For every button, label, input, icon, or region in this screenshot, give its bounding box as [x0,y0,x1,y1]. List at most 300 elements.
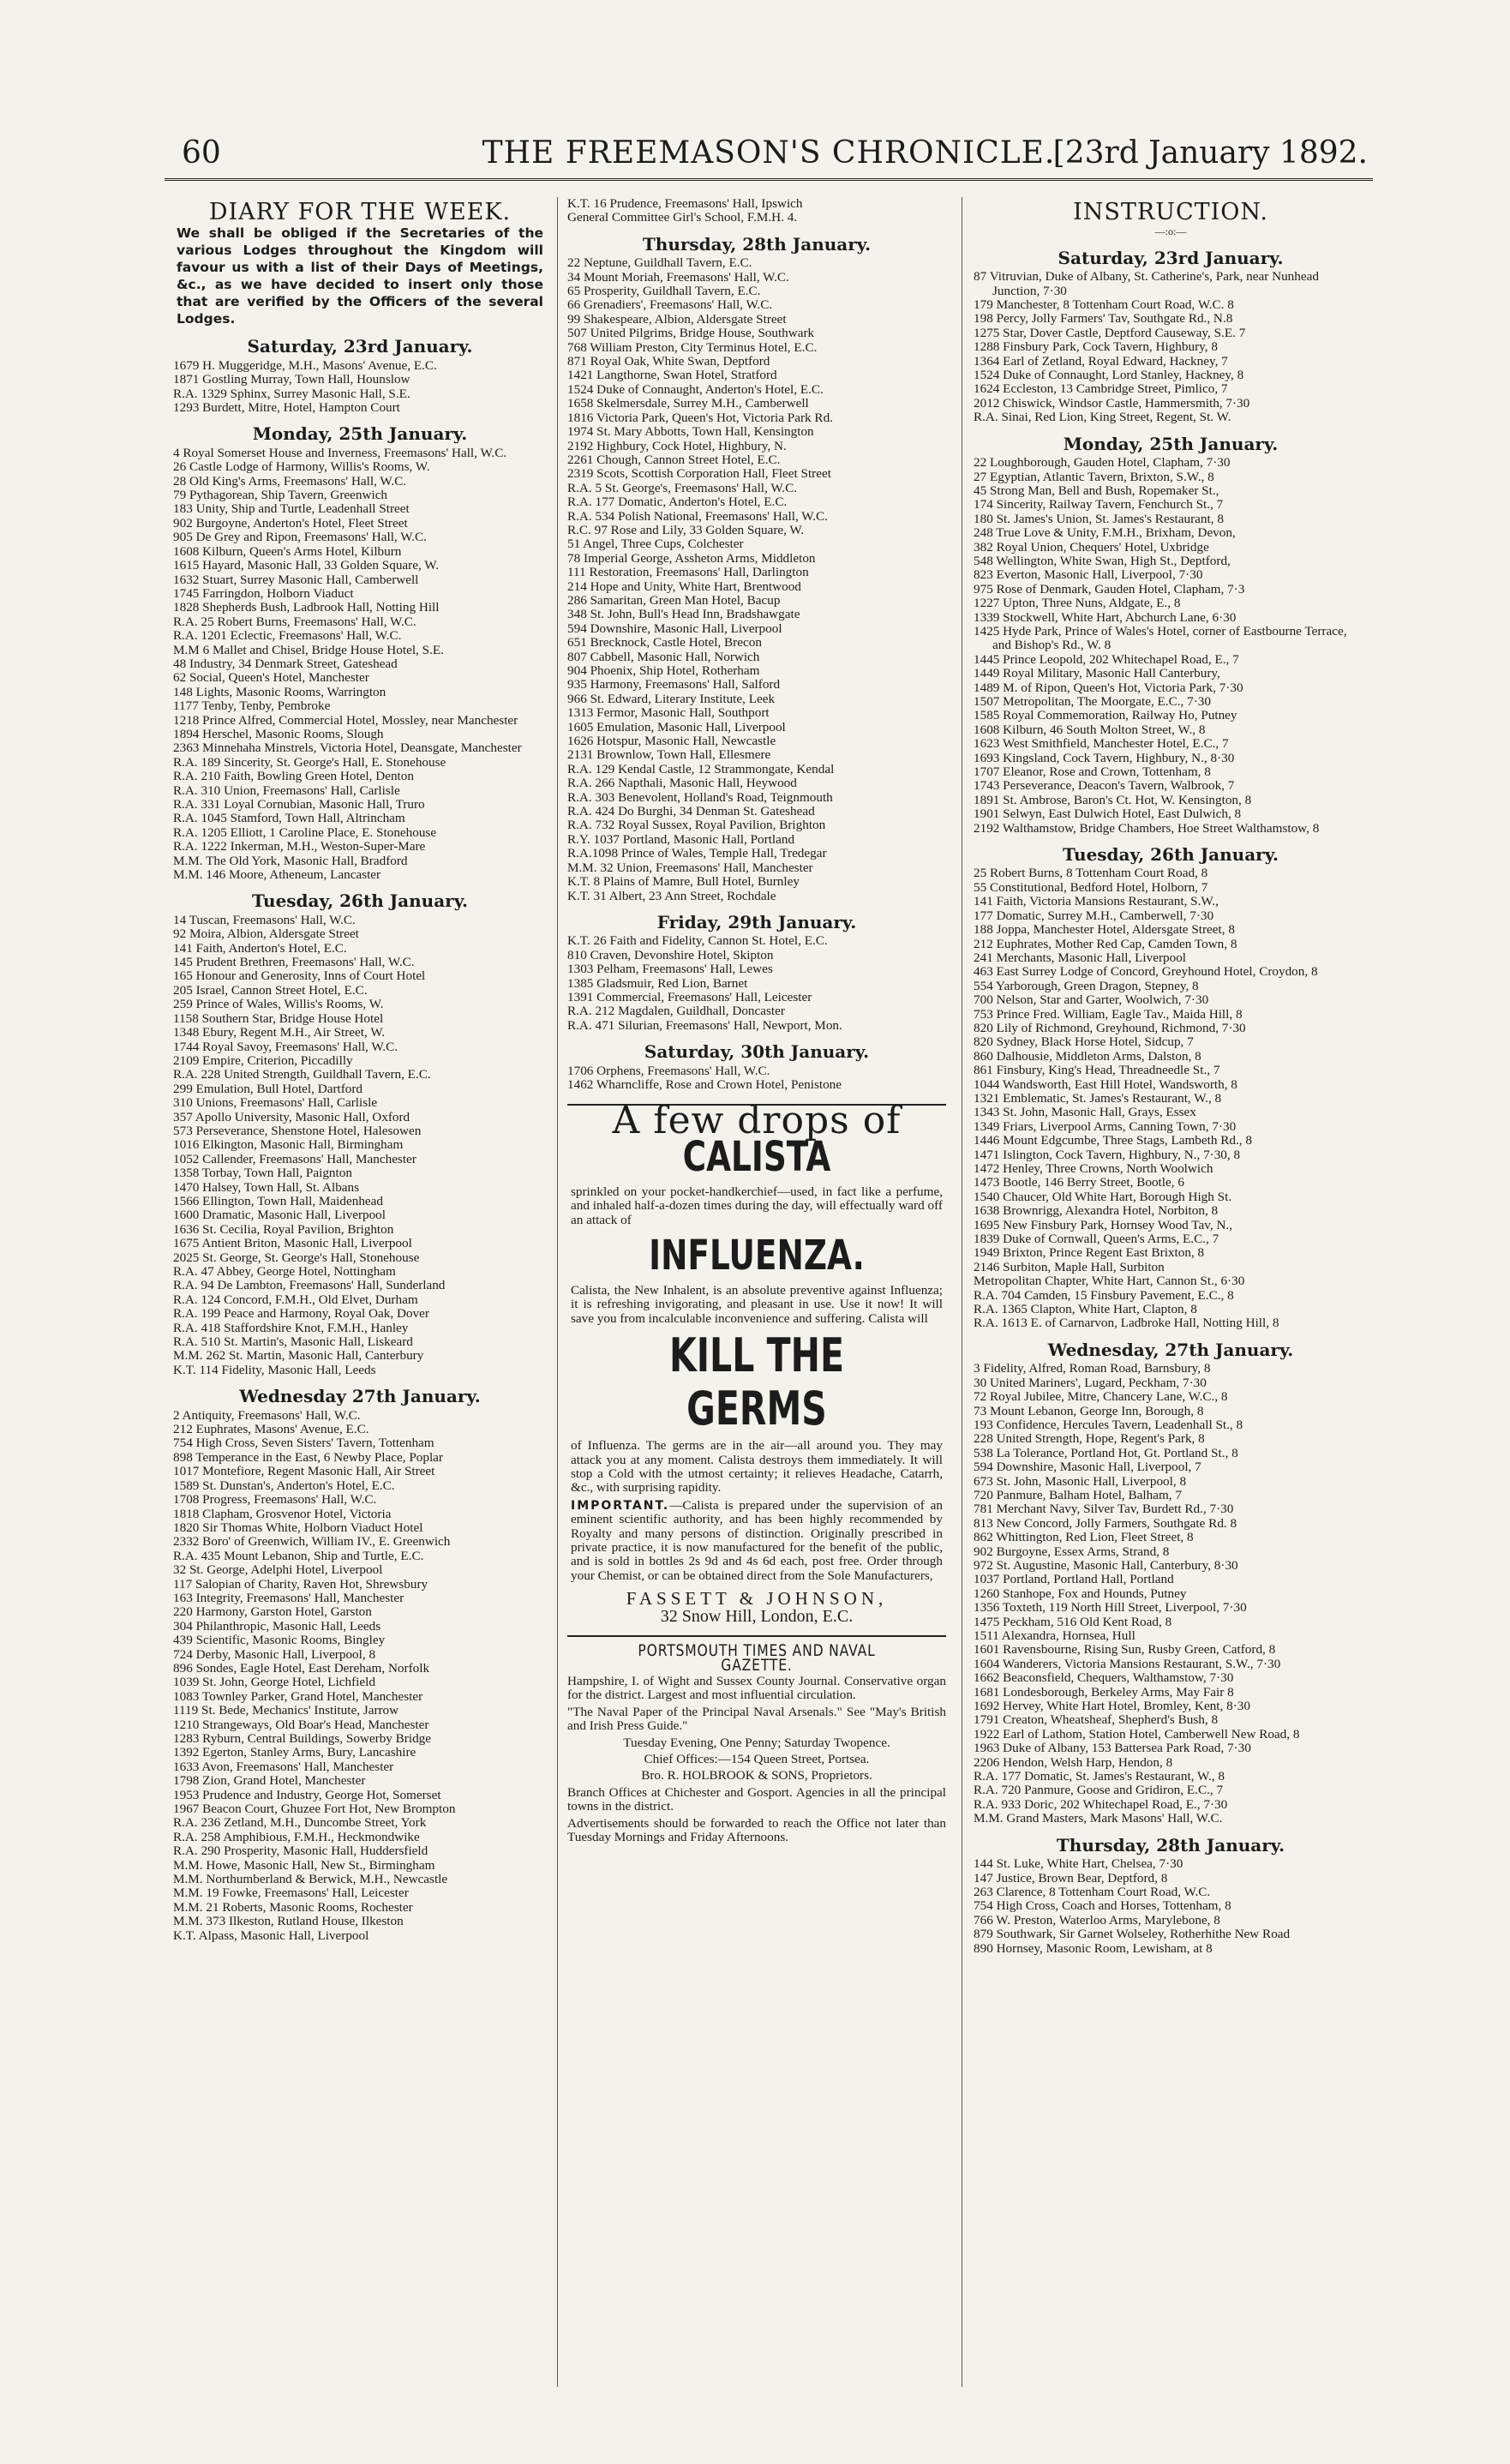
list-item: 1275 Star, Dover Castle, Deptford Causeway, S.E. 7 [974,325,1246,340]
list-item: 507 United Pilgrims, Bridge House, Southwark [567,326,815,341]
list-item: 1623 West Smithfield, Manchester Hotel, E.C., 7 [974,736,1229,752]
list-item: R.A. 47 Abbey, George Hotel, Nottingham [173,1264,396,1279]
list-item: 1633 Avon, Freemasons' Hall, Manchester [173,1759,394,1774]
list-item: 99 Shakespeare, Albion, Aldersgate Street [567,311,787,327]
list-item: 1608 Kilburn, Queen's Arms Hotel, Kilburn [173,543,402,559]
list-item: 1037 Portland, Portland Hall, Portland [974,1572,1174,1587]
list-item: 2261 Chough, Cannon Street Hotel, E.C. [567,452,781,467]
list-item: 1293 Burdett, Mitre, Hotel, Hampton Court [173,400,400,416]
list-item: 2332 Boro' of Greenwich, William IV., E. Greenwich [173,1534,451,1550]
list-item: 439 Scientific, Masonic Rooms, Bingley [173,1633,386,1648]
list-item: 1343 St. John, Masonic Hall, Grays, Essex [974,1105,1196,1120]
list-item: 700 Nelson, Star and Garter, Woolwich, 7·30 [974,992,1209,1008]
day-heading: Saturday, 23rd January. [1058,247,1284,268]
list-item: 871 Royal Oak, White Swan, Deptford [567,354,770,369]
list-item: 1706 Orphens, Freemasons' Hall, W.C. [567,1063,770,1078]
list-item: R.A. 199 Peace and Harmony, Royal Oak, Dover [173,1306,429,1322]
list-item: 1626 Hotspur, Masonic Hall, Newcastle [567,734,776,749]
list-item: M.M. Grand Masters, Mark Masons' Hall, W.C. [974,1811,1223,1826]
list-item: 241 Merchants, Masonic Hall, Liverpool [974,950,1187,965]
list-item: R.A. 1613 E. of Carnarvon, Ladbroke Hall, Notting Hill, 8 [974,1316,1279,1331]
list-item: 1511 Alexandra, Hornsea, Hull [974,1628,1135,1643]
list-item: 902 Burgoyne, Essex Arms, Strand, 8 [974,1544,1170,1559]
list-item: 3 Fidelity, Alfred, Roman Road, Barnsbury, 8 [974,1361,1211,1376]
list-item: 228 United Strength, Hope, Regent's Park, 8 [974,1431,1205,1447]
list-item: 1303 Pelham, Freemasons' Hall, Lewes [567,962,773,977]
list-item: 28 Old King's Arms, Freemasons' Hall, W.C. [173,473,407,489]
list-item: 1540 Chaucer, Old White Hart, Borough High St. [974,1189,1232,1204]
list-item: 1791 Creaton, Wheatsheaf, Shepherd's Bush, 8 [974,1712,1219,1728]
list-item: 65 Prosperity, Guildhall Tavern, E.C. [567,284,761,299]
list-item: 188 Joppa, Manchester Hotel, Aldersgate Street, 8 [974,922,1235,938]
list-item: 2109 Empire, Criterion, Piccadilly [173,1052,353,1068]
list-item: 214 Hope and Unity, White Hart, Brentwood [567,579,801,594]
ad-address: 32 Snow Hill, London, E.C. [660,1606,854,1626]
carryover-list [567,197,946,225]
list-item: 148 Lights, Masonic Rooms, Warrington [173,684,386,699]
list-item: 1119 St. Bede, Mechanics' Institute, Jarrow [173,1703,399,1718]
list-item: 1675 Antient Briton, Masonic Hall, Liverpool [173,1236,412,1251]
list-item: R.A. 471 Silurian, Freemasons' Hall, Newport, Mon. [567,1017,842,1033]
page-header [165,129,1373,181]
newspaper-page [165,129,1373,2391]
list-item: R.A. Sinai, Red Lion, King Street, Regent, St. W. [974,410,1231,425]
column-middle [567,197,946,2387]
day-heading: Tuesday, 26th January. [251,890,468,912]
list-item: 1039 St. John, George Hotel, Lichfield [173,1675,375,1690]
list-item: R.A. 303 Benevolent, Holland's Road, Teignmouth [567,789,833,805]
lodge-list [173,1409,547,1943]
important-label: IMPORTANT. [571,1498,670,1513]
list-item: 548 Wellington, White Swan, High St., Deptford, [974,553,1231,568]
list-item: 1662 Beaconsfield, Chequers, Walthamstow, 7·30 [974,1670,1234,1686]
list-item: R.C. 97 Rose and Lily, 33 Golden Square, W. [567,522,805,537]
list-item: 1745 Farringdon, Holborn Viaduct [173,585,354,601]
list-item: 1679 H. Muggeridge, M.H., Masons' Avenue, E.C. [173,357,437,373]
lodge-list [974,456,1368,836]
calista-advertisement [567,1099,946,1637]
list-item: 1283 Ryburn, Central Buildings, Sowerby Bridge [173,1731,432,1746]
diary-heading: DIARY FOR THE WEEK. [208,199,512,225]
list-item: 879 Southwark, Sir Garnet Wolseley, Rotherhithe New Road [974,1927,1291,1942]
list-item: 22 Loughborough, Gauden Hotel, Clapham, 7·30 [974,455,1231,471]
list-item: 1638 Brownrigg, Alexandra Hotel, Norbiton, 8 [974,1203,1219,1219]
list-item: R.A. 732 Royal Sussex, Royal Pavilion, Brighton [567,818,826,833]
list-item: Metropolitan Chapter, White Hart, Cannon St., 6·30 [974,1274,1245,1289]
list-item: 179 Manchester, 8 Tottenham Court Road, W.C. 8 [974,297,1234,313]
lodge-list [173,447,547,883]
list-item: 220 Harmony, Garston Hotel, Garston [173,1604,372,1620]
list-item: 51 Angel, Three Cups, Colchester [567,537,744,552]
list-item: 1391 Commercial, Freemasons' Hall, Leicester [567,989,812,1004]
list-item: 1044 Wandsworth, East Hill Hotel, Wandsworth, 8 [974,1076,1237,1092]
list-item: 1818 Clapham, Grosvenor Hotel, Victoria [173,1506,392,1521]
lodge-list [974,1857,1368,1956]
page-number: 60 [182,135,221,171]
day-heading: Tuesday, 26th January. [1062,844,1279,866]
lodge-list [974,270,1368,424]
list-item: 1392 Egerton, Stanley Arms, Bury, Lancashire [173,1745,416,1760]
list-item: R.A. 720 Panmure, Goose and Gridiron, E.C., 7 [974,1783,1224,1798]
list-item: 1839 Duke of Cornwall, Queen's Arms, E.C., 7 [974,1232,1219,1247]
list-item: 263 Clarence, 8 Tottenham Court Road, W.C. [974,1884,1211,1899]
list-item: 573 Perseverance, Shenstone Hotel, Halesowen [173,1123,422,1138]
list-item: 25 Robert Burns, 8 Tottenham Court Road, 8 [974,866,1208,881]
publication-title: THE FREEMASON'S CHRONICLE. [482,135,1056,171]
list-item: M.M. 19 Fowke, Freemasons' Hall, Leicester [173,1885,409,1901]
list-item: 4 Royal Somerset House and Inverness, Freemasons' Hall, W.C. [173,445,507,460]
list-item: 2192 Highbury, Cock Hotel, Highbury, N. [567,438,787,453]
list-item: 820 Sydney, Black Horse Hotel, Sidcup, 7 [974,1034,1194,1050]
list-item: 382 Royal Union, Chequers' Hotel, Uxbridge [974,539,1209,555]
list-item: R.A. 189 Sincerity, St. George's Hall, E. Stonehouse [173,754,446,770]
lodge-list [173,914,547,1377]
list-item: 183 Unity, Ship and Turtle, Leadenhall Street [173,501,410,517]
ad2-line: Advertisements should be forwarded to reach the Office not later than Tuesday Mornings and Friday Afternoons. [567,1815,946,1844]
ad2-line: Tuesday Evening, One Penny; Saturday Twopence. [623,1735,890,1750]
list-item: 753 Prince Fred. William, Eagle Tav., Maida Hill, 8 [974,1006,1243,1022]
list-item: 310 Unions, Freemasons' Hall, Carlisle [173,1095,378,1111]
list-item: 212 Euphrates, Masons' Avenue, E.C. [173,1422,369,1437]
list-item: 1636 St. Cecilia, Royal Pavilion, Brighton [173,1221,394,1237]
list-item: 1489 M. of Ripon, Queen's Hot, Victoria Park, 7·30 [974,680,1243,695]
list-item: 1358 Torbay, Town Hall, Paignton [173,1166,352,1181]
list-item: 1566 Ellington, Town Hall, Maidenhead [173,1193,383,1208]
list-item: R.A. 933 Doric, 202 Whitechapel Road, E., 7·30 [974,1796,1228,1812]
lodge-list [974,866,1368,1330]
list-item: 14 Tuscan, Freemasons' Hall, W.C. [173,912,356,927]
list-item: 898 Temperance in the East, 6 Newby Place, Poplar [173,1449,443,1465]
list-item: M.M. Northumberland & Berwick, M.H., Newcastle [173,1872,448,1887]
ad-paragraph: of Influenza. The germs are in the air—all around you. They may attack you at any moment. Calista destroys them immediately. It will stop a Cold with the utmost certainty; it relieves Headache, Catarrh, &c., with surprising rapidity. [571,1438,943,1496]
list-item: R.A. 331 Loyal Cornubian, Masonic Hall, Truro [173,797,425,812]
list-item: 1473 Bootle, 146 Berry Street, Bootle, 6 [974,1175,1184,1190]
list-item: 975 Rose of Denmark, Gauden Hotel, Clapham, 7·3 [974,581,1245,597]
list-item: 48 Industry, 34 Denmark Street, Gateshead [173,656,398,671]
list-item: 1348 Ebury, Regent M.H., Air Street, W. [173,1025,386,1040]
list-item: 1210 Strangeways, Old Boar's Head, Manchester [173,1717,429,1732]
list-item: 1624 Eccleston, 13 Cambridge Street, Pimlico, 7 [974,381,1228,397]
day-heading: Thursday, 28th January. [1056,1834,1285,1855]
list-item: 1017 Montefiore, Regent Masonic Hall, Air Street [173,1464,435,1479]
list-item: 304 Philanthropic, Masonic Hall, Leeds [173,1618,381,1634]
list-item: 554 Yarborough, Green Dragon, Stepney, 8 [974,978,1199,993]
list-item: 1227 Upton, Three Nuns, Aldgate, E., 8 [974,596,1181,611]
list-item: 966 St. Edward, Literary Institute, Leek [567,691,776,706]
list-item: M.M 6 Mallet and Chisel, Bridge House Hotel, S.E. [173,642,444,657]
list-item: M.M. 32 Union, Freemasons' Hall, Manchester [567,860,813,875]
list-item: 163 Integrity, Freemasons' Hall, Manchester [173,1590,404,1605]
list-item: 823 Everton, Masonic Hall, Liverpool, 7·30 [974,567,1203,583]
list-item: M.M. 373 Ilkeston, Rutland House, Ilkeston [173,1914,404,1929]
list-item: R.A. 510 St. Martin's, Masonic Hall, Liskeard [173,1334,413,1350]
list-item: R.A. 1205 Elliott, 1 Caroline Place, E. Stonehouse [173,824,437,840]
list-item: 212 Euphrates, Mother Red Cap, Camden Town, 8 [974,936,1237,951]
list-item: 972 St. Augustine, Masonic Hall, Canterbury, 8·30 [974,1557,1238,1573]
list-item: 357 Apollo University, Masonic Hall, Oxford [173,1109,410,1124]
list-item: 1446 Mount Edgcumbe, Three Stags, Lambeth Rd., 8 [974,1133,1252,1148]
portsmouth-advertisement [567,1641,946,1844]
list-item: 1974 St. Mary Abbotts, Town Hall, Kensington [567,424,814,440]
list-item: 78 Imperial George, Assheton Arms, Middleton [567,550,816,566]
list-item: K.T. 114 Fidelity, Masonic Hall, Leeds [173,1362,376,1377]
list-item: 1891 St. Ambrose, Baron's Ct. Hot, W. Kensington, 8 [974,792,1252,807]
list-item: 26 Castle Lodge of Harmony, Willis's Rooms, W. [173,459,430,475]
list-item: 1798 Zion, Grand Hotel, Manchester [173,1773,366,1789]
list-item: 259 Prince of Wales, Willis's Rooms, W. [173,997,384,1012]
ad-paragraph: sprinkled on your pocket-handkerchief—used, in fact like a perfume, and inhaled half-a-dozen times during the day, will effectually ward off an attack of [571,1184,943,1227]
list-item: R.A. 210 Faith, Bowling Green Hotel, Denton [173,769,414,784]
list-item: 30 United Mariners', Lugard, Peckham, 7·30 [974,1375,1207,1390]
list-item: 2131 Brownlow, Town Hall, Ellesmere [567,747,771,763]
day-heading: Wednesday 27th January. [239,1386,481,1407]
list-item: 1658 Skelmersdale, Surrey M.H., Camberwell [567,396,809,411]
list-item: 2025 St. George, St. George's Hall, Stonehouse [173,1250,420,1265]
list-item: R.Y. 1037 Portland, Masonic Hall, Portland [567,831,795,847]
list-item: 147 Justice, Brown Bear, Deptford, 8 [974,1870,1168,1885]
issue-date: [23rd January 1892. [1052,135,1368,171]
list-item: 1507 Metropolitan, The Moorgate, E.C., 7·30 [974,694,1211,709]
list-item: 1963 Duke of Albany, 153 Battersea Park Road, 7·30 [974,1741,1251,1756]
list-item: M.M. 262 St. Martin, Masonic Hall, Canterbury [173,1348,424,1364]
list-item: 92 Moira, Albion, Aldersgate Street [173,926,359,942]
list-item: 1828 Shepherds Bush, Ladbrook Hall, Notting Hill [173,600,440,615]
list-item: R.A. 94 De Lambton, Freemasons' Hall, Sunderland [173,1278,446,1293]
list-item: R.A. 310 Union, Freemasons' Hall, Carlisle [173,782,400,798]
list-item: 1707 Eleanor, Rose and Crown, Tottenham, 8 [974,764,1211,780]
list-item: 2206 Hendon, Welsh Harp, Hendon, 8 [974,1754,1173,1770]
list-item: 1871 Gostling Murray, Town Hall, Hounslow [173,372,410,387]
list-item: 1449 Royal Military, Masonic Hall Canterbury, [974,666,1220,681]
list-item: 1608 Kilburn, 46 South Molton Street, W., 8 [974,722,1206,737]
ad2-line: "The Naval Paper of the Principal Naval Arsenals." See "May's British and Irish Press Guide." [567,1704,946,1734]
list-item: 111 Restoration, Freemasons' Hall, Darlington [567,565,809,580]
day-heading: Thursday, 28th January. [642,233,872,255]
list-item: 27 Egyptian, Atlantic Tavern, Brixton, S.W., 8 [974,469,1214,484]
list-item: 117 Salopian of Charity, Raven Hot, Shrewsbury [173,1576,428,1592]
list-item: 177 Domatic, Surrey M.H., Camberwell, 7·30 [974,908,1214,923]
list-item: R.A. 424 Do Burghi, 34 Denman St. Gateshead [567,804,815,819]
list-item: M.M. 146 Moore, Atheneum, Lancaster [173,867,381,883]
list-item: 1600 Dramatic, Masonic Hall, Liverpool [173,1208,386,1223]
ad2-line: Chief Offices:—154 Queen Street, Portsea. [644,1751,870,1766]
important-text: —Calista is prepared under the supervision of an eminent scientific authority, and has been highly recommended by Royalty and many persons of distinction. Originally prescribed in private practice, it is now manufactured for the benefit of the public, and is sold in bottles 2s 9d and 4s 6d each, post free. Order through your Chemist, or can be obtained direct from the Sole Manufacturers, [571,1497,943,1583]
list-item: 286 Samaritan, Green Man Hotel, Bacup [567,592,781,608]
list-item: 1445 Prince Leopold, 202 Whitechapel Road, E., 7 [974,651,1239,667]
list-item: 1816 Victoria Park, Queen's Hot, Victoria Park Rd. [567,410,833,425]
list-item: R.A. 236 Zetland, M.H., Duncombe Street, York [173,1815,427,1831]
list-item: 1604 Wanderers, Victoria Mansions Restaurant, S.W., 7·30 [974,1656,1281,1671]
list-item: R.A. 124 Concord, F.M.H., Old Elvet, Durham [173,1292,418,1307]
ad-slogan: KILL THE GERMS [668,1328,845,1436]
ad2-line: Bro. R. HOLBROOK & SONS, Proprietors. [641,1768,872,1784]
list-item: R.A. 435 Mount Lebanon, Ship and Turtle, E.C. [173,1548,424,1563]
list-item: 174 Sincerity, Railway Tavern, Fenchurch St., 7 [974,497,1224,513]
list-item: 1349 Friars, Liverpool Arms, Canning Town, 7·30 [974,1118,1237,1134]
list-item: 1218 Prince Alfred, Commercial Hotel, Mossley, near Manchester [173,712,518,728]
list-item: 862 Whittington, Red Lion, Fleet Street, 8 [974,1530,1194,1545]
ad-disease: INFLUENZA. [649,1232,865,1280]
list-item: 904 Phoenix, Ship Hotel, Rotherham [567,663,760,678]
column-rule [557,197,558,2387]
list-item: 1693 Kingsland, Cock Tavern, Highbury, N., 8·30 [974,750,1235,765]
list-item: 902 Burgoyne, Anderton's Hotel, Fleet Street [173,515,408,531]
list-item: 1339 Stockwell, White Hart, Abchurch Lane, 6·30 [974,609,1237,625]
day-heading: Saturday, 30th January. [644,1041,870,1063]
list-item: 1385 Gladsmuir, Red Lion, Barnet [567,975,748,991]
list-item: 896 Sondes, Eagle Hotel, East Dereham, Norfolk [173,1660,430,1676]
list-item: 193 Confidence, Hercules Tavern, Leadenhall St., 8 [974,1417,1243,1432]
list-item: 1524 Duke of Connaught, Anderton's Hotel, E.C. [567,381,824,397]
list-item: 1288 Finsbury Park, Cock Tavern, Highbury, 8 [974,339,1218,355]
lodge-list [173,359,547,416]
list-item: 781 Merchant Navy, Silver Tav, Burdett Rd., 7·30 [974,1502,1234,1517]
list-item: 1260 Stanhope, Fox and Hounds, Putney [974,1586,1187,1601]
list-item: K.T. 8 Plains of Mamre, Bull Hotel, Burnley [567,874,800,890]
list-item: 720 Panmure, Balham Hotel, Balham, 7 [974,1487,1182,1502]
list-item: 1708 Progress, Freemasons' Hall, W.C. [173,1492,377,1508]
list-item: 754 High Cross, Seven Sisters' Tavern, Tottenham [173,1436,434,1451]
list-item: 2012 Chiswick, Windsor Castle, Hammersmith, 7·30 [974,395,1250,411]
list-item: 905 De Grey and Ripon, Freemasons' Hall, W.C. [173,530,427,545]
day-heading: Friday, 29th January. [656,911,857,932]
ad2-line: Hampshire, I. of Wight and Sussex County Journal. Conservative organ for the district. Largest and most influential circulation. [567,1673,946,1703]
list-item: 1894 Herschel, Masonic Rooms, Slough [173,726,384,741]
list-item: R.A. 704 Camden, 15 Finsbury Pavement, E.C., 8 [974,1287,1234,1303]
list-item: R.A. 418 Staffordshire Knot, F.M.H., Hanley [173,1320,409,1335]
list-item: 754 High Cross, Coach and Horses, Tottenham, 8 [974,1898,1231,1914]
lodge-list [567,934,946,1033]
instruction-sections [974,247,1368,1956]
list-item: 205 Israel, Cannon Street Hotel, E.C. [173,982,368,998]
list-item: 651 Brecknock, Castle Hotel, Brecon [567,635,762,650]
list-item: 2319 Scots, Scottish Corporation Hall, Fleet Street [567,466,831,482]
column-instruction [974,197,1368,2387]
list-item: 348 St. John, Bull's Head Inn, Bradshawgate [567,607,800,622]
list-item: 1820 Sir Thomas White, Holborn Viaduct Hotel [173,1520,423,1535]
list-item: 2146 Surbiton, Maple Hall, Surbiton [974,1259,1165,1274]
list-item: 72 Royal Jubilee, Mitre, Chancery Lane, W.C., 8 [974,1389,1228,1405]
list-item: R.A.1098 Prince of Wales, Temple Hall, Tredegar [567,846,827,861]
list-item: 1692 Hervey, White Hart Hotel, Bromley, Kent, 8·30 [974,1699,1250,1714]
list-item: K.T. 26 Faith and Fidelity, Cannon St. Hotel, E.C. [567,933,828,949]
list-item: 2 Antiquity, Freemasons' Hall, W.C. [173,1407,361,1423]
list-item: 22 Neptune, Guildhall Tavern, E.C. [567,255,752,271]
list-item: 810 Craven, Devonshire Hotel, Skipton [567,947,774,962]
list-item: 594 Downshire, Masonic Hall, Liverpool [567,620,782,636]
list-item: R.A. 534 Polish National, Freemasons' Hall, W.C. [567,508,828,524]
list-item: 1922 Earl of Lathom, Station Hotel, Camberwell New Road, 8 [974,1726,1300,1742]
list-item: 1158 Southern Star, Bridge House Hotel [173,1010,384,1026]
list-item: 463 East Surrey Lodge of Concord, Greyhound Hotel, Croydon, 8 [974,964,1318,980]
list-item: 820 Lily of Richmond, Greyhound, Richmond, 7·30 [974,1020,1246,1035]
list-item: 1967 Beacon Court, Ghuzee Fort Hot, New Brompton [173,1802,456,1817]
list-item: 594 Downshire, Masonic Hall, Liverpool, 7 [974,1460,1201,1475]
list-item: 165 Honour and Generosity, Inns of Court Hotel [173,968,426,984]
list-item: R.A. 1201 Eclectic, Freemasons' Hall, W.C. [173,628,402,644]
list-item: 1695 New Finsbury Park, Hornsey Wood Tav, N., [974,1217,1233,1232]
day-heading: Monday, 25th January. [1063,433,1279,454]
list-item: R.A. 129 Kendal Castle, 12 Strammongate, Kendal [567,761,835,776]
list-item: 66 Grenadiers', Freemasons' Hall, W.C. [567,297,773,313]
list-item: 724 Derby, Masonic Hall, Liverpool, 8 [173,1646,376,1662]
list-item: 1471 Islington, Cock Tavern, Highbury, N., 7·30, 8 [974,1147,1241,1162]
lodge-list [567,1064,946,1093]
list-item: 34 Mount Moriah, Freemasons' Hall, W.C. [567,269,789,285]
list-item: 79 Pythagorean, Ship Tavern, Greenwich [173,488,388,503]
list-item: 141 Faith, Anderton's Hotel, E.C. [173,940,347,956]
list-item: 1470 Halsey, Town Hall, St. Albans [173,1179,360,1195]
ad-important [571,1499,943,1583]
list-item: 768 William Preston, City Terminus Hotel, E.C. [567,339,818,355]
list-item: 1605 Emulation, Masonic Hall, Liverpool [567,719,786,734]
list-item: 1949 Brixton, Prince Regent East Brixton, 8 [974,1245,1205,1261]
list-item: 1681 Londesborough, Berkeley Arms, May Fair 8 [974,1684,1234,1700]
list-item: K.T. 16 Prudence, Freemasons' Hall, Ipswich [567,197,803,211]
list-item: 87 Vitruvian, Duke of Albany, St. Catherine's, Park, near Nunhead Junction, 7·30 [974,269,1319,298]
list-item: 860 Dalhousie, Middleton Arms, Dalston, 8 [974,1048,1201,1064]
list-item: R.A. 177 Domatic, Anderton's Hotel, E.C. [567,495,788,510]
day-heading: Wednesday, 27th January. [1047,1339,1294,1360]
list-item: 807 Cabbell, Masonic Hall, Norwich [567,649,760,664]
list-item: 73 Mount Lebanon, George Inn, Borough, 8 [974,1403,1204,1418]
list-item: 890 Hornsey, Masonic Room, Lewisham, at 8 [974,1940,1213,1956]
list-item: 1425 Hyde Park, Prince of Wales's Hotel, corner of Eastbourne Terrace, and Bishop's Rd., W. 8 [974,623,1347,653]
ad-firm: FASSETT & JOHNSON, [626,1588,888,1610]
list-item: 1321 Emblematic, St. James's Restaurant, W., 8 [974,1090,1222,1106]
list-item: 935 Harmony, Freemasons' Hall, Salford [567,677,781,692]
diary-intro: We shall be obliged if the Secretaries of the various Lodges throughout the Kingdom will favour us with a list of their Days of Meetings, &c., as we have decided to insert only those that are verified by the Officers of the several Lodges. [177,225,543,327]
list-item: 299 Emulation, Bull Hotel, Dartford [173,1081,363,1096]
list-item: 1743 Perseverance, Deacon's Tavern, Walbrook, 7 [974,778,1235,794]
column-diary [173,197,547,2387]
list-item: 1615 Hayard, Masonic Hall, 33 Golden Square, W. [173,558,440,573]
list-item: M.M. 21 Roberts, Masonic Rooms, Rochester [173,1899,413,1915]
list-item: 861 Finsbury, King's Head, Threadneedle St., 7 [974,1063,1220,1078]
ad-brand: CALISTA [682,1132,831,1181]
list-item: 198 Percy, Jolly Farmers' Tav, Southgate Rd., N.8 [974,311,1233,327]
list-item: 1585 Royal Commemoration, Railway Ho, Putney [974,708,1237,723]
list-item: 673 St. John, Masonic Hall, Liverpool, 8 [974,1473,1187,1489]
list-item: R.A. 228 United Strength, Guildhall Tavern, E.C. [173,1067,431,1082]
list-item: 1901 Selwyn, East Dulwich Hotel, East Dulwich, 8 [974,806,1242,822]
middle-sections [567,233,946,1093]
day-heading: Saturday, 23rd January. [247,336,473,357]
list-item: R.A. 1222 Inkerman, M.H., Weston-Super-Mare [173,839,426,854]
list-item: 1462 Wharncliffe, Rose and Crown Hotel, Penistone [567,1076,842,1092]
list-item: 1953 Prudence and Industry, George Hot, Somerset [173,1787,441,1802]
list-item: 1016 Elkington, Masonic Hall, Birmingham [173,1137,404,1153]
list-item: 1524 Duke of Connaught, Lord Stanley, Hackney, 8 [974,368,1244,383]
ad-headline: A few drops of [612,1099,902,1143]
lodge-list [974,1362,1368,1826]
list-item: R.A. 1045 Stamford, Town Hall, Altrincham [173,811,405,826]
list-item: M.M. Howe, Masonic Hall, New St., Birmingham [173,1857,435,1873]
list-item: 1083 Townley Parker, Grand Hotel, Manchester [173,1688,423,1704]
list-item: R.A. 258 Amphibious, F.M.H., Heckmondwike [173,1829,420,1844]
list-item: K.T. Alpass, Masonic Hall, Liverpool [173,1927,369,1943]
list-item: 180 St. James's Union, St. James's Restaurant, 8 [974,511,1224,526]
list-item: 1472 Henley, Three Crowns, North Woolwich [974,1161,1213,1176]
list-item: 141 Faith, Victoria Mansions Restaurant, S.W., [974,894,1219,909]
ad2-line: Branch Offices at Chichester and Gosport. Agencies in all the principal towns in the district. [567,1784,946,1814]
list-item: 1475 Peckham, 516 Old Kent Road, 8 [974,1614,1172,1629]
list-item: R.A. 212 Magdalen, Guildhall, Doncaster [567,1004,785,1019]
list-item: K.T. 31 Albert, 23 Ann Street, Rochdale [567,888,776,903]
list-item: R.A. 290 Prosperity, Masonic Hall, Huddersfield [173,1844,428,1859]
list-item: 248 True Love & Unity, F.M.H., Brixham, Devon, [974,525,1236,541]
day-heading: Monday, 25th January. [252,423,468,445]
